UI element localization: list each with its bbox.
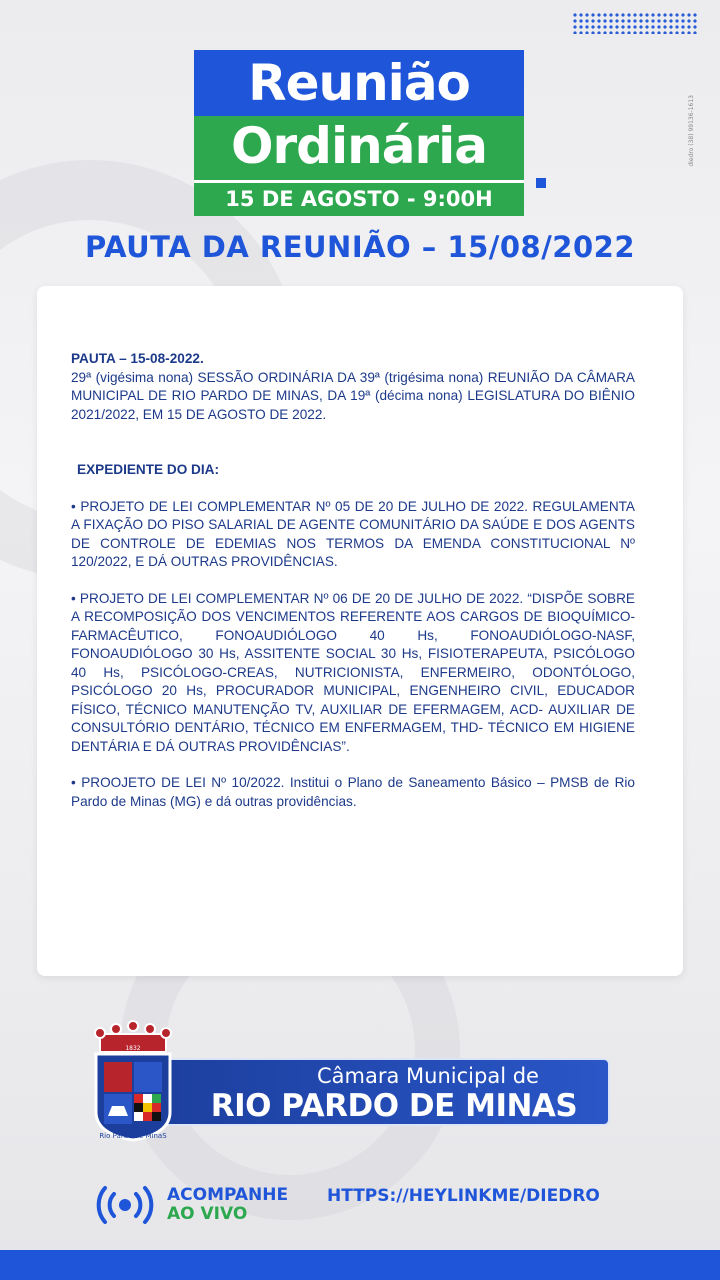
camara-name: RIO PARDO DE MINAS: [210, 1088, 578, 1124]
agenda-content: [71, 350, 635, 811]
agenda-item: • PROOJETO DE LEI Nº 10/2022. Institui o Plano de Saneamento Básico – PMSB de Rio Pardo de Minas (MG) e dá outras providências.: [71, 775, 635, 809]
accent-square: [536, 178, 546, 188]
pauta-date: PAUTA – 15-08-2022.: [71, 351, 204, 366]
dot-pattern: [572, 12, 698, 34]
crown-icon: [95, 1021, 171, 1052]
camara-subtitle: Câmara Municipal de: [317, 1064, 539, 1088]
expediente-heading: EXPEDIENTE DO DIA:: [77, 462, 219, 477]
crest-caption: Rio Pardo de MinaS: [99, 1132, 167, 1140]
agenda-item: • PROJETO DE LEI COMPLEMENTAR Nº 06 DE 20 DE JULHO DE 2022. “DISPÕE SOBRE A RECOMPOSIÇÃO DOS VENCIMENTOS REFERENTE AOS CARGOS DE BIOQUÍMICO-FARMACÊUTICO, FONOAUDIÓLOGO 40 Hs, FONOAUDIÓLOGO-NASF, FONOAUDIÓLOGO 30 Hs, ASSITENTE SOCIAL 30 Hs, FISIOTERAPEUTA, PSICÓLOGO 40 Hs, PSICÓLOGO-CREAS, NUTRICIONISTA, ENFERMEIRO, ODONTÓLOGO, PSICÓLOGO 20 Hs, PROCURADOR MUNICIPAL, ENGENHEIRO CIVIL, EDUCADOR FÍSICO, TÉCNICO MANUTENÇÃO TV, AUXILIAR DE EFERMAGEM, ACD- AUXILIAR DE CONSULTÓRIO DENTÁRIO, TÉCNICO EM ENFERMAGEM, THD- TÉCNICO EM HIGIENE DENTÁRIA E DÁ OUTRAS PROVIDÊNCIAS”.: [71, 590, 635, 754]
footer-bar: [0, 1250, 720, 1280]
live-broadcast-icon: [92, 1185, 158, 1225]
agenda-item: • PROJETO DE LEI COMPLEMENTAR Nº 05 DE 20 DE JULHO DE 2022. REGULAMENTA A FIXAÇÃO DO PISO SALARIAL DE AGENTE COMUNITÁRIO DA SAÚDE E DOS AGENTS DE CONTROLE DE EDEMIAS NOS TERMOS DA EMENDA CONSTITUCIONAL Nº 120/2022, E DÁ OUTRAS PROVIDÊNCIAS.: [71, 498, 635, 569]
agenda-card: [37, 286, 683, 976]
designer-credit: diedro (38) 99136-1613: [688, 95, 695, 167]
title-line1: Reunião: [194, 50, 524, 116]
session-description: 29ª (vigésima nona) SESSÃO ORDINÁRIA DA 39ª (trigésima nona) REUNIÃO DA CÂMARA MUNICIPAL DE RIO PARDO DE MINAS, DA 19ª (décima nona) LEGISLATURA DO BIÊNIO 2021/2022, EM 15 DE AGOSTO DE 2022.: [71, 369, 635, 422]
crest-year: 1832: [125, 1045, 141, 1052]
title-line2: Ordinária: [194, 116, 524, 180]
watch-live-label: [167, 1186, 288, 1224]
date-time-banner: 15 DE AGOSTO - 9:00H: [194, 180, 524, 216]
municipal-crest: [88, 1020, 178, 1146]
camara-banner: [148, 1058, 610, 1126]
watch-live-line1: ACOMPANHE: [167, 1185, 289, 1205]
watch-live-line2: AO VIVO: [167, 1204, 248, 1224]
stream-link[interactable]: HTTPS://HEYLINKME/DIEDRO: [327, 1186, 600, 1206]
pauta-heading: PAUTA DA REUNIÃO – 15/08/2022: [84, 230, 636, 264]
